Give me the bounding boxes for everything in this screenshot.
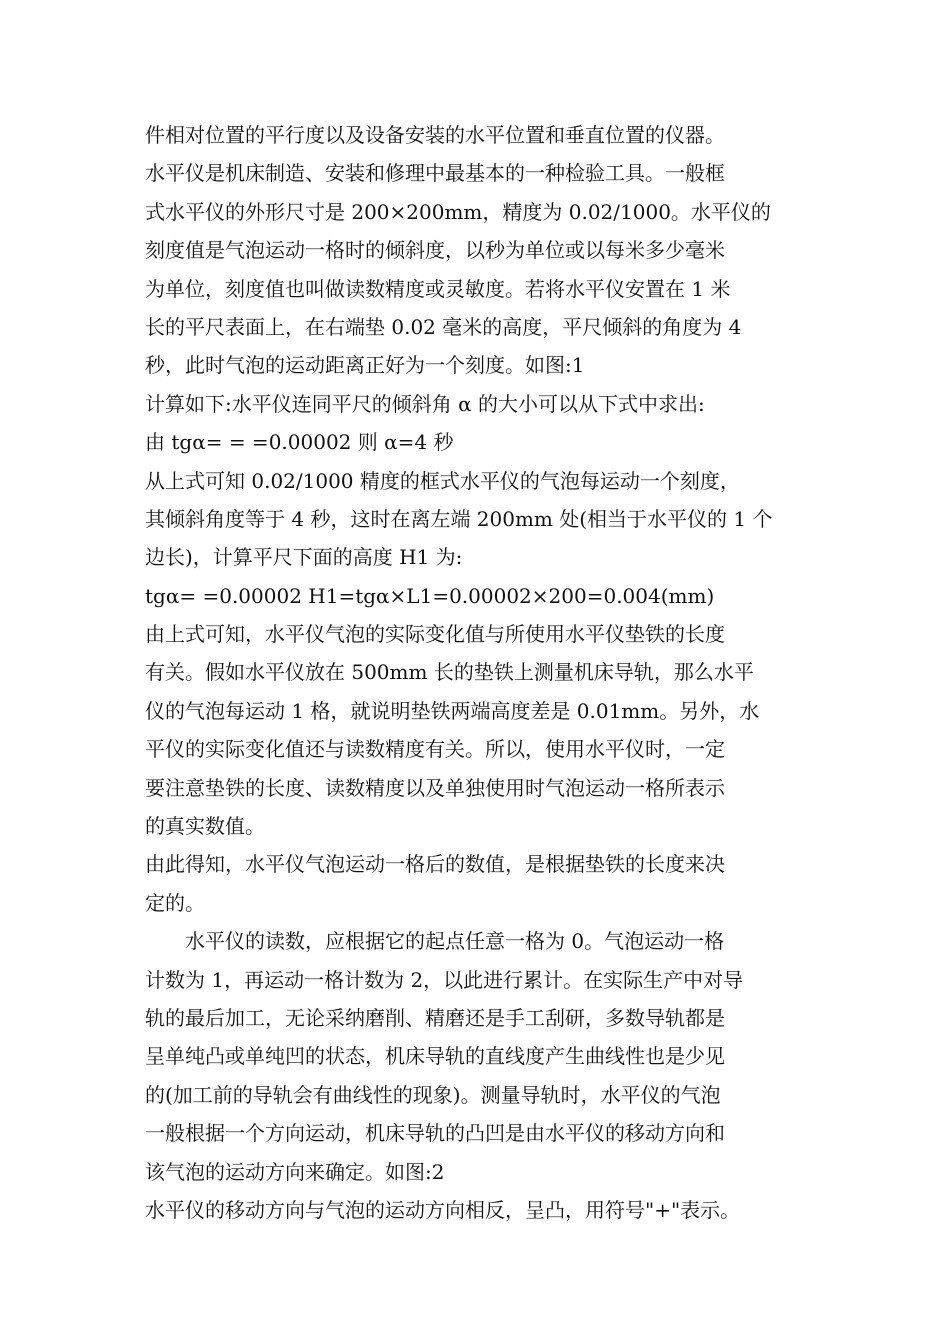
text-line: 从上式可知 0.02/1000 精度的框式水平仪的气泡每运动一个刻度，: [145, 468, 740, 493]
text-line: 件相对位置的平行度以及设备安装的水平位置和垂直位置的仪器。: [145, 123, 725, 147]
text-line: 的(加工前的导轨会有曲线性的现象)。测量导轨时，水平仪的气泡: [145, 1082, 721, 1107]
text-line: 平仪的实际变化值还与读数精度有关。所以，使用水平仪时，一定: [145, 737, 725, 762]
formula-line: 由 tgα= = =0.00002 则 α=4 秒: [145, 430, 454, 455]
text-line: 定的。: [145, 890, 205, 915]
text-line: 由上式可知，水平仪气泡的实际变化值与所使用水平仪垫铁的长度: [145, 622, 725, 647]
text-line: 轨的最后加工，无论采纳磨削、精磨还是手工刮研，多数导轨都是: [145, 1005, 725, 1030]
text-line: 计算如下:水平仪连同平尺的倾斜角 α 的大小可以从下式中求出:: [145, 391, 705, 416]
text-line: 一般根据一个方向运动，机床导轨的凸凹是由水平仪的移动方向和: [145, 1121, 725, 1146]
document-body: [145, 116, 815, 1229]
text-line: 水平仪的移动方向与气泡的运动方向相反，呈凸，用符号"+"表示。: [145, 1197, 741, 1222]
text-line: 计数为 1，再运动一格计数为 2，以此进行累计。在实际生产中对导: [145, 967, 744, 992]
text-line: 要注意垫铁的长度、读数精度以及单独使用时气泡运动一格所表示: [145, 775, 725, 800]
paragraph-start-line: 水平仪的读数，应根据它的起点任意一格为 0。气泡运动一格: [185, 929, 725, 954]
text-line: 有关。假如水平仪放在 500mm 长的垫铁上测量机床导轨，那么水平: [145, 660, 754, 685]
text-line: 其倾斜角度等于 4 秒，这时在离左端 200mm 处(相当于水平仪的 1 个: [145, 506, 773, 531]
text-line: 由此得知，水平仪气泡运动一格后的数值，是根据垫铁的长度来决: [145, 852, 725, 877]
text-line: 该气泡的运动方向来确定。如图:2: [145, 1159, 445, 1184]
text-line: 秒，此时气泡的运动距离正好为一个刻度。如图:1: [145, 353, 585, 378]
text-line: 边长)，计算平尺下面的高度 H1 为:: [145, 545, 463, 570]
text-line: 呈单纯凸或单纯凹的状态，机床导轨的直线度产生曲线性也是少见: [145, 1044, 725, 1069]
text-line: 仪的气泡每运动 1 格，就说明垫铁两端高度差是 0.01mm。另外，水: [145, 698, 760, 723]
text-line: 水平仪是机床制造、安装和修理中最基本的一种检验工具。一般框: [145, 161, 725, 186]
text-line: 刻度值是气泡运动一格时的倾斜度，以秒为单位或以每米多少毫米: [145, 238, 725, 263]
text-line: 为单位，刻度值也叫做读数精度或灵敏度。若将水平仪安置在 1 米: [145, 276, 731, 301]
text-line: 式水平仪的外形尺寸是 200×200mm，精度为 0.02/1000。水平仪的: [145, 199, 771, 224]
text-line: 的真实数值。: [145, 814, 265, 839]
text-line: 长的平尺表面上，在右端垫 0.02 毫米的高度，平尺倾斜的角度为 4: [145, 314, 742, 339]
formula-line: tgα= =0.00002 H1=tgα×L1=0.00002×200=0.004(mm): [145, 583, 715, 608]
